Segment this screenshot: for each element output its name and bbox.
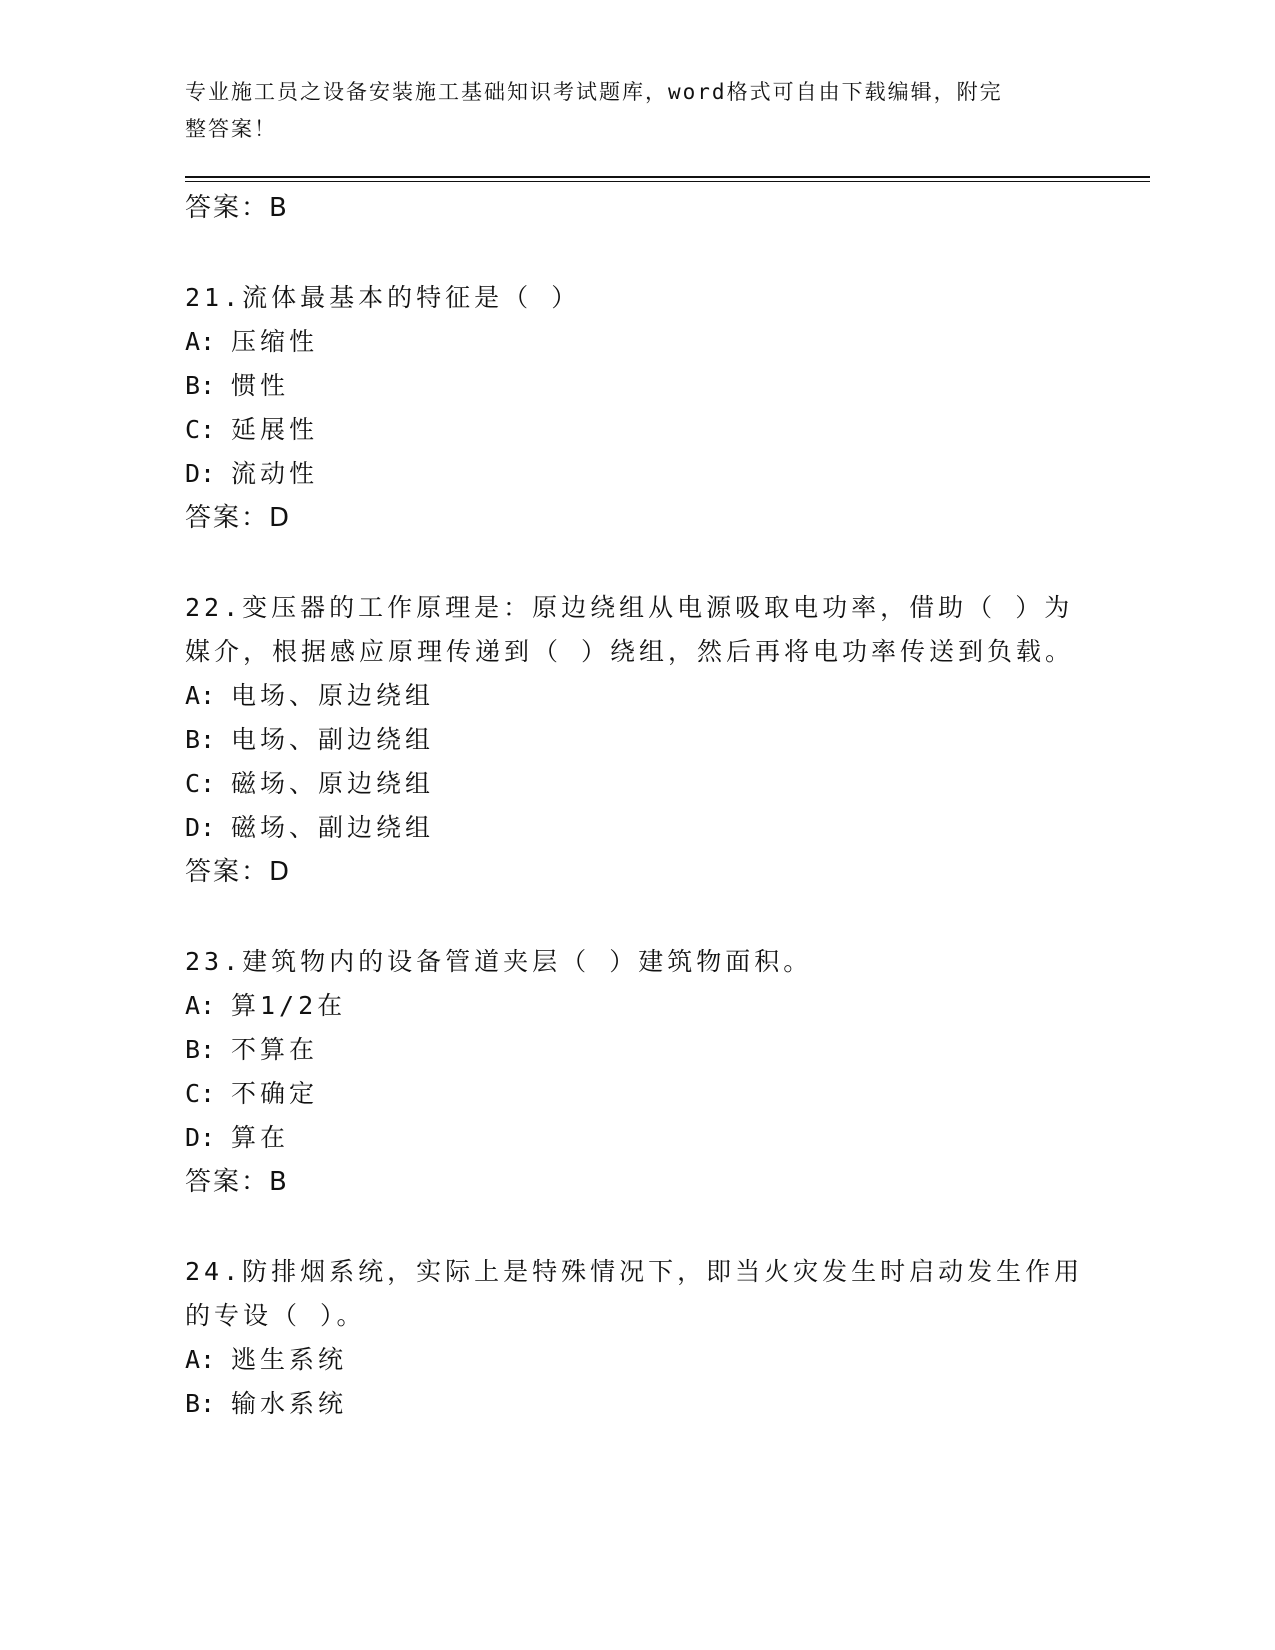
answer-q20: 答案：B [185, 193, 289, 223]
option-text: 算在 [231, 1123, 290, 1152]
option-text: 磁场、副边绕组 [231, 813, 435, 842]
option-text: 延展性 [231, 415, 319, 444]
header-rule-thick [185, 176, 1150, 178]
question-22-option-d [185, 812, 434, 844]
option-label: A: [185, 991, 216, 1020]
option-label: A: [185, 681, 216, 710]
question-23-option-c [185, 1078, 318, 1110]
option-label: B: [185, 725, 216, 754]
option-label: C: [185, 1079, 216, 1108]
question-24-option-a [185, 1344, 347, 1376]
option-text: 电场、原边绕组 [231, 681, 435, 710]
question-24-stem-line-2: 的专设（ ）。 [185, 1301, 366, 1330]
option-text: 输水系统 [231, 1389, 348, 1418]
header-line-1: 专业施工员之设备安装施工基础知识考试题库，word格式可自由下载编辑，附完 [185, 80, 1003, 104]
option-label: D: [185, 459, 216, 488]
question-22-option-b [185, 724, 434, 756]
question-21-option-a [185, 326, 318, 358]
question-21-option-c [185, 414, 318, 446]
option-label: B: [185, 1389, 216, 1418]
question-24-stem-line-1: 24.防排烟系统，实际上是特殊情况下，即当火灾发生时启动发生作用 [185, 1257, 1084, 1286]
option-label: B: [185, 1035, 216, 1064]
question-23-option-d [185, 1122, 289, 1154]
question-22-stem-line-1: 22.变压器的工作原理是：原边绕组从电源吸取电功率，借助（ ）为 [185, 593, 1074, 622]
answer-q23: 答案：B [185, 1167, 289, 1197]
question-21-stem: 21.流体最基本的特征是（ ） [185, 283, 581, 312]
question-21-option-d [185, 458, 318, 490]
answer-q21: 答案：D [185, 503, 292, 533]
header-rule-thin [185, 181, 1150, 182]
document-header [185, 74, 1065, 148]
question-23-option-a [185, 990, 346, 1022]
question-23-stem: 23.建筑物内的设备管道夹层（ ）建筑物面积。 [185, 947, 813, 976]
answer-q22: 答案：D [185, 857, 292, 887]
option-label: C: [185, 769, 216, 798]
option-label: A: [185, 1345, 216, 1374]
option-label: B: [185, 371, 216, 400]
question-24-option-b [185, 1388, 347, 1420]
option-text: 磁场、原边绕组 [231, 769, 435, 798]
option-text: 流动性 [231, 459, 319, 488]
option-label: C: [185, 415, 216, 444]
option-text: 算1/2在 [231, 991, 347, 1020]
option-text: 不确定 [231, 1079, 319, 1108]
question-22-option-a [185, 680, 434, 712]
option-label: D: [185, 813, 216, 842]
option-text: 不算在 [231, 1035, 319, 1064]
question-21-option-b [185, 370, 289, 402]
header-line-2: 整答案！ [185, 117, 277, 141]
question-22-stem-line-2: 媒介，根据感应原理传递到（ ）绕组，然后再将电功率传送到负载。 [185, 637, 1075, 666]
question-22-option-c [185, 768, 434, 800]
option-text: 逃生系统 [231, 1345, 348, 1374]
option-text: 电场、副边绕组 [231, 725, 435, 754]
question-23-option-b [185, 1034, 318, 1066]
option-text: 惯性 [231, 371, 290, 400]
option-label: A: [185, 327, 216, 356]
option-label: D: [185, 1123, 216, 1152]
option-text: 压缩性 [231, 327, 319, 356]
